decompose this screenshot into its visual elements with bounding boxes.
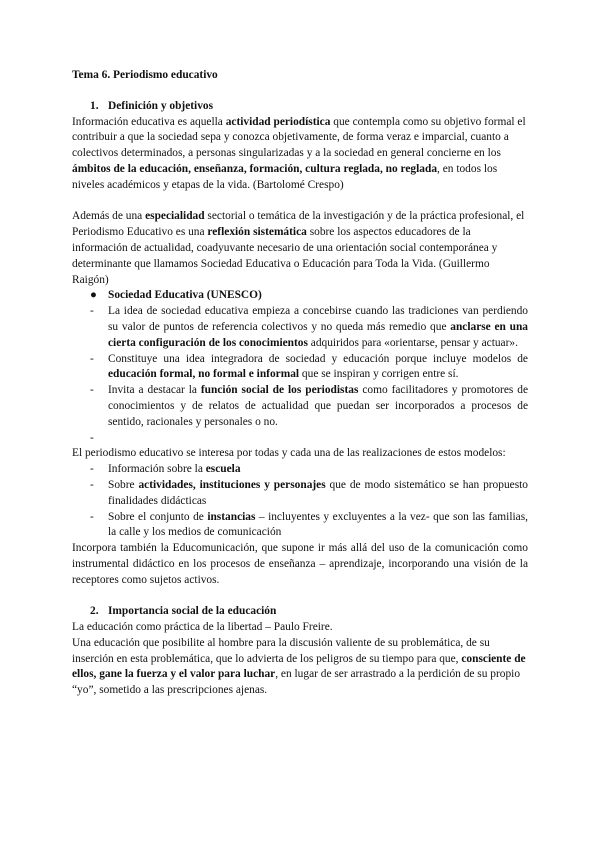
bold-text: anclarse en una cierta configuración de los conocimientos: [108, 320, 528, 349]
bullet-label: Sociedad Educativa (UNESCO): [108, 289, 262, 302]
text-run: sobre los aspectos educadores de la información de actualidad, coadyuvante necesario de una orientación social contemporánea y determinante que llamamos Sociedad Educativa o Educación para Toda la Vida. (Guillermo Raigón): [72, 226, 498, 286]
dash-marker-icon: -: [90, 478, 94, 491]
dash-list-item: [72, 462, 528, 478]
section-2-heading: [72, 604, 528, 620]
bold-text: especialidad: [145, 210, 205, 223]
text-run: La idea de sociedad educativa empieza a concebirse cuando las tradiciones van perdiendo su valor de puntos de referencia colectivos y no queda más remedio que: [108, 305, 528, 333]
dash-list-item: [72, 431, 528, 447]
bold-text: escuela: [205, 463, 241, 476]
dash-marker-icon: -: [90, 352, 94, 365]
text-run: que se inspiran y corrigen entre sí.: [299, 368, 459, 381]
dash-marker-icon: -: [90, 384, 94, 397]
section-1-paragraph-1: [72, 115, 528, 194]
text-run: El periodismo educativo se interesa por todas y cada una de las realizaciones de estos modelos:: [72, 447, 506, 460]
bold-text: reflexión sistemática: [207, 226, 307, 239]
text-run: , en todos los niveles académicos y etapas de la vida. (Bartolomé Crespo): [72, 162, 498, 191]
text-run: Constituye una idea integradora de sociedad y educación porque incluye modelos de: [108, 352, 528, 365]
spacer: [72, 589, 528, 605]
section-2-number: 2.: [90, 605, 99, 618]
document-title: Tema 6. Periodismo educativo: [72, 69, 218, 81]
section-1-paragraph-2: [72, 209, 528, 288]
dash-list-item: [72, 510, 528, 542]
section-1-heading: [72, 99, 528, 115]
bold-text: ámbitos de la educación, enseñanza, formación, cultura reglada, no reglada: [72, 162, 438, 175]
bullet-dot-icon: ●: [90, 289, 97, 302]
bullet-item: [72, 288, 528, 304]
document-page: [72, 68, 528, 699]
text-run: Sobre el conjunto de: [108, 510, 208, 523]
dash-list-item: [72, 352, 528, 384]
text-run: Información sobre la: [108, 463, 206, 476]
dash-list-1: [72, 304, 528, 446]
bold-text: actividad periodística: [225, 115, 331, 128]
section-1-paragraph-3: [72, 446, 528, 462]
text-run: sectorial o temática de la investigación y de la práctica profesional, el Periodismo Educativo es una: [72, 210, 525, 239]
text-run: adquiridos para «orientarse, pensar y actuar».: [307, 336, 518, 349]
dash-marker-icon: -: [90, 305, 94, 318]
text-run: como facilitadores y promotores de conocimientos y de relatos de actualidad que puedan ser incorporados a procesos de sentido, racionales y personales o no.: [108, 384, 529, 428]
text-run: Invita a destacar la: [108, 384, 201, 397]
dash-marker-icon: -: [90, 463, 94, 476]
bold-text: educación formal, no formal e informal: [108, 368, 300, 381]
dash-list-item: [72, 383, 528, 430]
section-1-title: Definición y objetivos: [108, 99, 214, 112]
text-run: Además de una: [72, 210, 146, 223]
dash-list-item: [72, 478, 528, 510]
text-run: Incorpora también la Educomunicación, que supone ir más allá del uso de la comunicación como instrumental didáctico en los procesos de enseñanza – aprendizaje, incorporando una visión de la receptores como sujetos activos.: [72, 542, 528, 586]
text-run: – incluyentes y excluyentes a la vez- que son las familias, la calle y los medios de comunicación: [108, 510, 528, 539]
text-run: que contempla como su objetivo formal el contribuir a que la sociedad sepa y conozca objetivamente, de forma veraz e imparcial, cuanto a colectivos determinados, a personas singularizadas y a la sociedad en general concierne en los: [72, 115, 526, 160]
section-2-paragraph-1: [72, 636, 528, 699]
dash-list-2: [72, 462, 528, 541]
section-1-paragraph-4: [72, 541, 528, 588]
text-run: que de modo sistemático se han propuesto finalidades didácticas: [108, 478, 528, 507]
section-2-title: Importancia social de la educación: [108, 605, 277, 618]
spacer: [72, 194, 528, 210]
bold-text: instancias: [207, 510, 256, 523]
dash-marker-icon: -: [90, 431, 94, 444]
dash-marker-icon: -: [90, 510, 94, 523]
text-run: Una educación que posibilite al hombre para la discusión valiente de su problemática, de su inserción en esta problemática, que lo advierta de los peligros de su tiempo para que,: [72, 636, 490, 665]
dash-list-item: [72, 304, 528, 351]
section-2-line-1: La educación como práctica de la libertad – Paulo Freire.: [72, 621, 333, 634]
bold-text: función social de los periodistas: [200, 384, 359, 397]
text-run: Sobre: [108, 478, 139, 491]
bold-text: actividades, instituciones y personajes: [138, 478, 326, 491]
text-run: , en lugar de ser arrastrado a la perdición de su propio “yo”, sometido a las prescripciones ajenas.: [72, 668, 521, 697]
section-1-number: 1.: [90, 99, 99, 112]
bold-text: consciente de ellos, gane la fuerza y el valor para luchar: [72, 652, 526, 681]
text-run: Información educativa es aquella: [72, 115, 226, 128]
